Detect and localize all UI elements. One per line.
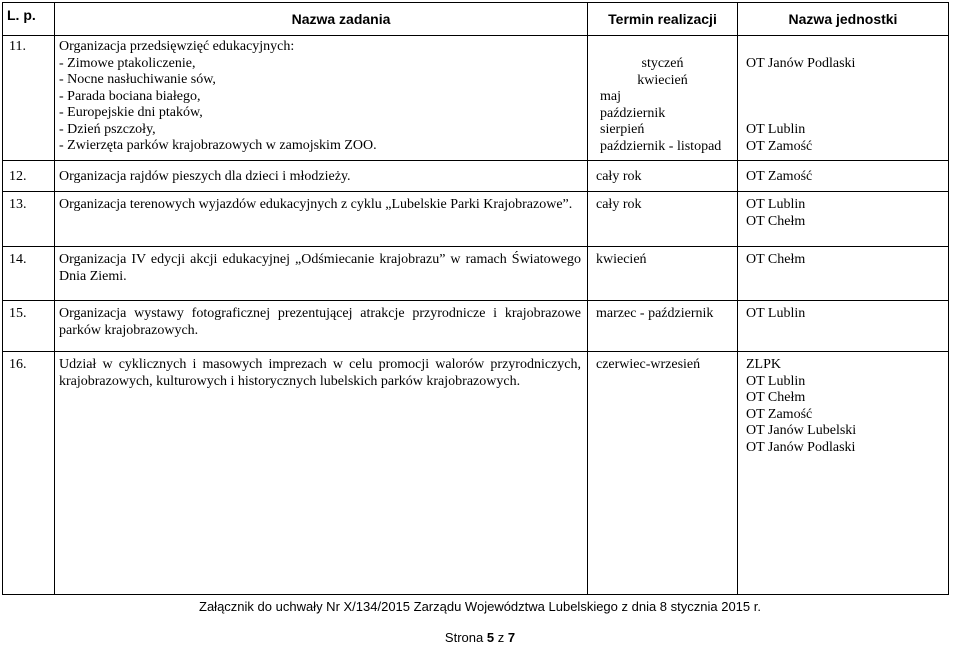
task-cell: Udział w cyklicznych i masowych imprezach w celu promocji walorów przyrodniczych, krajobrazowych, kulturowych i historycznych lubelskich parków krajobrazowych.	[55, 352, 588, 595]
header-task: Nazwa zadania	[55, 3, 588, 36]
task-line: - Dzień pszczoły,	[59, 121, 156, 137]
resolution-footer: Załącznik do uchwały Nr X/134/2015 Zarządu Województwa Lubelskiego z dnia 8 stycznia 2015 r.	[199, 599, 761, 614]
table-row	[3, 192, 949, 247]
task-line: - Europejskie dni ptaków,	[59, 105, 203, 120]
unit-line: OT Zamość	[738, 161, 949, 192]
term-line: styczeń	[641, 56, 684, 71]
term-cell: kwiecień	[588, 247, 738, 301]
page-number	[0, 630, 960, 645]
header-term: Termin realizacji	[588, 3, 738, 36]
page-separator: z	[497, 630, 505, 645]
table-row	[3, 352, 949, 595]
row-number: 11.	[3, 36, 55, 161]
term-line: październik	[600, 105, 666, 121]
unit-line: OT Zamość	[746, 406, 813, 422]
task-cell: Organizacja wystawy fotograficznej prezentującej atrakcje przyrodnicze i krajobrazowe parków krajobrazowych.	[55, 301, 588, 352]
header-lp: L. p.	[3, 3, 55, 36]
page-current: 5	[486, 630, 495, 645]
unit-line: OT Lublin	[746, 122, 806, 137]
term-line: październik - listopad	[600, 138, 722, 154]
page-total: 7	[507, 630, 516, 645]
term-cell	[588, 36, 738, 161]
tasks-table	[2, 2, 949, 595]
unit-line: OT Chełm	[746, 213, 806, 229]
task-line: Organizacja przedsięwzięć edukacyjnych:	[59, 39, 295, 54]
unit-line: OT Zamość	[746, 138, 813, 154]
table-header-row	[3, 3, 949, 36]
table-row	[3, 36, 949, 161]
row-number: 16.	[3, 352, 55, 595]
unit-cell	[738, 352, 949, 595]
page-prefix: Strona	[444, 630, 484, 645]
term-cell: cały rok	[588, 192, 738, 247]
row-number: 13.	[3, 192, 55, 247]
task-line: - Zwierzęta parków krajobrazowych w zamojskim ZOO.	[59, 138, 377, 153]
task-cell: Organizacja rajdów pieszych dla dzieci i młodzieży.	[55, 161, 588, 192]
unit-line: OT Lublin	[746, 197, 806, 212]
unit-line: OT Chełm	[738, 247, 949, 301]
term-line: sierpień	[600, 122, 645, 137]
table-row	[3, 247, 949, 301]
task-cell: Organizacja IV edycji akcji edukacyjnej „Odśmiecanie krajobrazu” w ramach Światowego Dnia Ziemi.	[55, 247, 588, 301]
unit-line: OT Lublin	[746, 373, 806, 389]
unit-line: OT Lublin	[738, 301, 949, 352]
task-line: - Nocne nasłuchiwanie sów,	[59, 72, 216, 87]
row-number: 12.	[3, 161, 55, 192]
unit-line: OT Janów Podlaski	[746, 439, 856, 455]
task-line: - Parada bociana białego,	[59, 88, 201, 104]
table-row	[3, 161, 949, 192]
unit-cell	[738, 36, 949, 161]
row-number: 14.	[3, 247, 55, 301]
unit-line: ZLPK	[746, 357, 781, 372]
row-number: 15.	[3, 301, 55, 352]
unit-line: OT Chełm	[746, 390, 806, 405]
header-unit: Nazwa jednostki	[738, 3, 949, 36]
term-line: maj	[600, 89, 621, 104]
unit-cell	[738, 192, 949, 247]
term-cell: marzec - październik	[588, 301, 738, 352]
table-row	[3, 301, 949, 352]
term-line: kwiecień	[637, 72, 688, 88]
unit-line: OT Janów Lubelski	[746, 423, 857, 438]
unit-line: OT Janów Podlaski	[746, 56, 856, 71]
task-line: - Zimowe ptakoliczenie,	[59, 55, 196, 71]
term-cell: czerwiec-wrzesień	[588, 352, 738, 595]
task-cell	[55, 36, 588, 161]
term-cell: cały rok	[588, 161, 738, 192]
task-cell: Organizacja terenowych wyjazdów edukacyjnych z cyklu „Lubelskie Parki Krajobrazowe”.	[55, 192, 588, 247]
